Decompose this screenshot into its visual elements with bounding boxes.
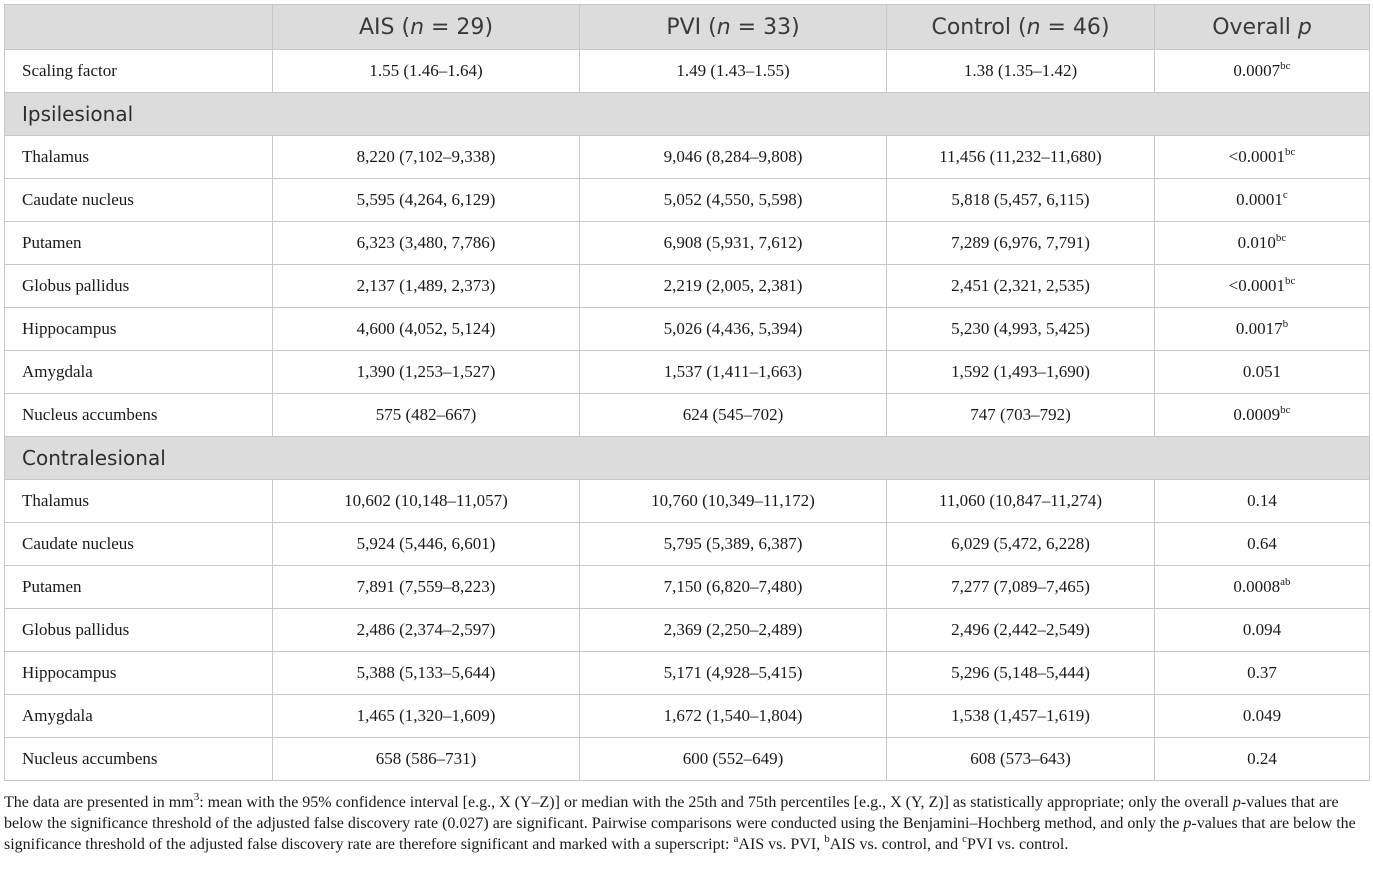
cell-control: 608 (573–643) bbox=[887, 738, 1155, 781]
cell-ais: 4,600 (4,052, 5,124) bbox=[273, 308, 580, 351]
footnote-superscript: a bbox=[733, 833, 739, 845]
volumes-table bbox=[4, 4, 1370, 781]
p-value: 0.37 bbox=[1247, 663, 1277, 682]
header-overall-p-italic: p bbox=[1297, 14, 1312, 40]
header-ais-name: AIS bbox=[358, 14, 395, 40]
cell-overall-p bbox=[1155, 265, 1370, 308]
cell-ais: 1.55 (1.46–1.64) bbox=[273, 50, 580, 93]
p-superscript: bc bbox=[1284, 275, 1296, 287]
table-row bbox=[5, 265, 1370, 308]
row-label: Caudate nucleus bbox=[5, 523, 273, 566]
row-label: Scaling factor bbox=[5, 50, 273, 93]
table-row bbox=[5, 738, 1370, 781]
cell-pvi: 1,672 (1,540–1,804) bbox=[580, 695, 887, 738]
row-label: Globus pallidus bbox=[5, 609, 273, 652]
cell-control: 7,277 (7,089–7,465) bbox=[887, 566, 1155, 609]
footnote-part: AIS vs. PVI, bbox=[738, 836, 825, 853]
p-value: <0.0001 bbox=[1228, 276, 1285, 295]
cell-overall-p bbox=[1155, 609, 1370, 652]
cell-control: 2,451 (2,321, 2,535) bbox=[887, 265, 1155, 308]
cell-overall-p bbox=[1155, 222, 1370, 265]
header-pvi: PVI (n = 33) bbox=[580, 5, 887, 50]
footnote-part: -values that are below the significance threshold of the adjusted false discovery rate are therefore significant and marked with a superscript: bbox=[4, 815, 1356, 853]
table-row-scaling-factor bbox=[5, 50, 1370, 93]
cell-overall-p bbox=[1155, 566, 1370, 609]
header-pvi-name: PVI bbox=[666, 14, 702, 40]
row-label: Amygdala bbox=[5, 351, 273, 394]
cell-pvi: 1,537 (1,411–1,663) bbox=[580, 351, 887, 394]
p-value: 0.051 bbox=[1242, 362, 1282, 381]
cell-pvi: 5,026 (4,436, 5,394) bbox=[580, 308, 887, 351]
footnote-superscript: b bbox=[824, 833, 830, 845]
table-row bbox=[5, 609, 1370, 652]
cell-pvi: 5,171 (4,928–5,415) bbox=[580, 652, 887, 695]
cell-overall-p bbox=[1155, 523, 1370, 566]
cell-pvi: 6,908 (5,931, 7,612) bbox=[580, 222, 887, 265]
p-superscript: b bbox=[1282, 318, 1289, 330]
footnote-part: -values that are below the significance threshold of the adjusted false discovery rate (0.027) are significant. Pairwise comparisons were conducted using the Benjamini–Hochberg method, and only the bbox=[4, 794, 1339, 832]
cell-overall-p bbox=[1155, 136, 1370, 179]
cell-ais: 5,388 (5,133–5,644) bbox=[273, 652, 580, 695]
cell-pvi: 600 (552–649) bbox=[580, 738, 887, 781]
cell-pvi: 624 (545–702) bbox=[580, 394, 887, 437]
cell-control: 1.38 (1.35–1.42) bbox=[887, 50, 1155, 93]
cell-pvi: 10,760 (10,349–11,172) bbox=[580, 480, 887, 523]
cell-ais: 10,602 (10,148–11,057) bbox=[273, 480, 580, 523]
row-label: Nucleus accumbens bbox=[5, 394, 273, 437]
table-row bbox=[5, 308, 1370, 351]
cell-ais: 1,390 (1,253–1,527) bbox=[273, 351, 580, 394]
cell-control: 1,592 (1,493–1,690) bbox=[887, 351, 1155, 394]
header-ais-n-label: n bbox=[410, 14, 425, 40]
p-value: 0.0001 bbox=[1236, 190, 1283, 209]
header-row bbox=[5, 5, 1370, 50]
footnote-superscript: c bbox=[962, 833, 968, 845]
cell-control: 2,496 (2,442–2,549) bbox=[887, 609, 1155, 652]
header-control: Control (n = 46) bbox=[887, 5, 1155, 50]
p-superscript: bc bbox=[1280, 404, 1291, 416]
p-superscript: ab bbox=[1280, 576, 1291, 588]
footnote-italic: p bbox=[1183, 815, 1192, 832]
table-row bbox=[5, 480, 1370, 523]
cell-control: 11,456 (11,232–11,680) bbox=[887, 136, 1155, 179]
cell-overall-p bbox=[1155, 50, 1370, 93]
header-control-n-label: n bbox=[1026, 14, 1041, 40]
cell-ais: 1,465 (1,320–1,609) bbox=[273, 695, 580, 738]
table-row bbox=[5, 566, 1370, 609]
row-label: Putamen bbox=[5, 566, 273, 609]
cell-ais: 2,137 (1,489, 2,373) bbox=[273, 265, 580, 308]
row-label: Globus pallidus bbox=[5, 265, 273, 308]
cell-overall-p bbox=[1155, 179, 1370, 222]
table-body bbox=[5, 50, 1370, 781]
cell-pvi: 5,052 (4,550, 5,598) bbox=[580, 179, 887, 222]
table-row bbox=[5, 695, 1370, 738]
cell-control: 747 (703–792) bbox=[887, 394, 1155, 437]
section-header-ipsilesional bbox=[5, 93, 1370, 136]
footnote-part: : mean with the 95% confidence interval [e.g., X (Y–Z)] or median with the 25th and 75th percentiles [e.g., X (Y, Z)] as statistically appropriate; only the overall bbox=[199, 794, 1233, 811]
cell-overall-p bbox=[1155, 394, 1370, 437]
cell-control: 7,289 (6,976, 7,791) bbox=[887, 222, 1155, 265]
header-control-n-value: = 46 bbox=[1040, 14, 1101, 40]
section-title: Contralesional bbox=[5, 437, 1370, 480]
table-row bbox=[5, 351, 1370, 394]
table-container bbox=[4, 4, 1369, 781]
cell-overall-p bbox=[1155, 308, 1370, 351]
row-label: Hippocampus bbox=[5, 308, 273, 351]
cell-pvi: 9,046 (8,284–9,808) bbox=[580, 136, 887, 179]
cell-pvi: 2,369 (2,250–2,489) bbox=[580, 609, 887, 652]
p-value: 0.24 bbox=[1247, 749, 1277, 768]
header-pvi-n-value: = 33 bbox=[730, 14, 792, 40]
cell-ais: 7,891 (7,559–8,223) bbox=[273, 566, 580, 609]
header-overall-label: Overall bbox=[1212, 14, 1298, 40]
cell-ais: 8,220 (7,102–9,338) bbox=[273, 136, 580, 179]
footnote-part: The data are presented in mm bbox=[4, 794, 194, 811]
p-value: 0.0007 bbox=[1233, 61, 1281, 80]
table-footnote bbox=[4, 792, 1369, 855]
section-title: Ipsilesional bbox=[5, 93, 1370, 136]
table-row bbox=[5, 222, 1370, 265]
row-label: Amygdala bbox=[5, 695, 273, 738]
cell-ais: 2,486 (2,374–2,597) bbox=[273, 609, 580, 652]
header-ais-n-value: = 29 bbox=[424, 14, 485, 40]
p-value: 0.094 bbox=[1242, 620, 1282, 639]
row-label: Putamen bbox=[5, 222, 273, 265]
cell-overall-p bbox=[1155, 695, 1370, 738]
cell-overall-p bbox=[1155, 480, 1370, 523]
row-label: Thalamus bbox=[5, 136, 273, 179]
header-ais: AIS (n = 29) bbox=[273, 5, 580, 50]
header-pvi-n-label: n bbox=[716, 14, 731, 40]
p-value: 0.010 bbox=[1237, 233, 1276, 252]
cell-ais: 5,924 (5,446, 6,601) bbox=[273, 523, 580, 566]
p-value: 0.64 bbox=[1247, 534, 1277, 553]
p-value: 0.049 bbox=[1242, 706, 1282, 725]
cell-overall-p bbox=[1155, 351, 1370, 394]
p-value: 0.0017 bbox=[1235, 319, 1283, 338]
footnote-part: AIS vs. control, and bbox=[829, 836, 963, 853]
table-row bbox=[5, 652, 1370, 695]
footnote-italic: p bbox=[1232, 794, 1241, 811]
p-superscript: c bbox=[1282, 189, 1288, 201]
footnote-text bbox=[4, 792, 1369, 855]
table-row bbox=[5, 136, 1370, 179]
cell-control: 5,296 (5,148–5,444) bbox=[887, 652, 1155, 695]
table-row bbox=[5, 394, 1370, 437]
table-row bbox=[5, 523, 1370, 566]
header-overall-p bbox=[1155, 5, 1370, 50]
row-label: Thalamus bbox=[5, 480, 273, 523]
cell-pvi: 1.49 (1.43–1.55) bbox=[580, 50, 887, 93]
cell-pvi: 7,150 (6,820–7,480) bbox=[580, 566, 887, 609]
p-value: <0.0001 bbox=[1228, 147, 1285, 166]
cell-ais: 658 (586–731) bbox=[273, 738, 580, 781]
cell-overall-p bbox=[1155, 652, 1370, 695]
cell-pvi: 5,795 (5,389, 6,387) bbox=[580, 523, 887, 566]
footnote-superscript: 3 bbox=[193, 791, 200, 803]
p-value: 0.0008 bbox=[1233, 577, 1281, 596]
section-header-contralesional bbox=[5, 437, 1370, 480]
cell-ais: 5,595 (4,264, 6,129) bbox=[273, 179, 580, 222]
p-value: 0.14 bbox=[1247, 491, 1277, 510]
p-superscript: bc bbox=[1284, 146, 1296, 158]
row-label: Hippocampus bbox=[5, 652, 273, 695]
row-label: Nucleus accumbens bbox=[5, 738, 273, 781]
row-label: Caudate nucleus bbox=[5, 179, 273, 222]
table-row bbox=[5, 179, 1370, 222]
cell-control: 11,060 (10,847–11,274) bbox=[887, 480, 1155, 523]
cell-ais: 575 (482–667) bbox=[273, 394, 580, 437]
header-empty-cell bbox=[5, 5, 273, 50]
cell-pvi: 2,219 (2,005, 2,381) bbox=[580, 265, 887, 308]
p-value: 0.0009 bbox=[1233, 405, 1281, 424]
cell-control: 5,230 (4,993, 5,425) bbox=[887, 308, 1155, 351]
p-superscript: bc bbox=[1275, 232, 1287, 244]
p-superscript: bc bbox=[1280, 60, 1291, 72]
cell-control: 1,538 (1,457–1,619) bbox=[887, 695, 1155, 738]
cell-control: 6,029 (5,472, 6,228) bbox=[887, 523, 1155, 566]
header-control-name: Control bbox=[931, 14, 1011, 40]
footnote-part: PVI vs. control. bbox=[967, 836, 1069, 853]
cell-ais: 6,323 (3,480, 7,786) bbox=[273, 222, 580, 265]
cell-overall-p bbox=[1155, 738, 1370, 781]
cell-control: 5,818 (5,457, 6,115) bbox=[887, 179, 1155, 222]
